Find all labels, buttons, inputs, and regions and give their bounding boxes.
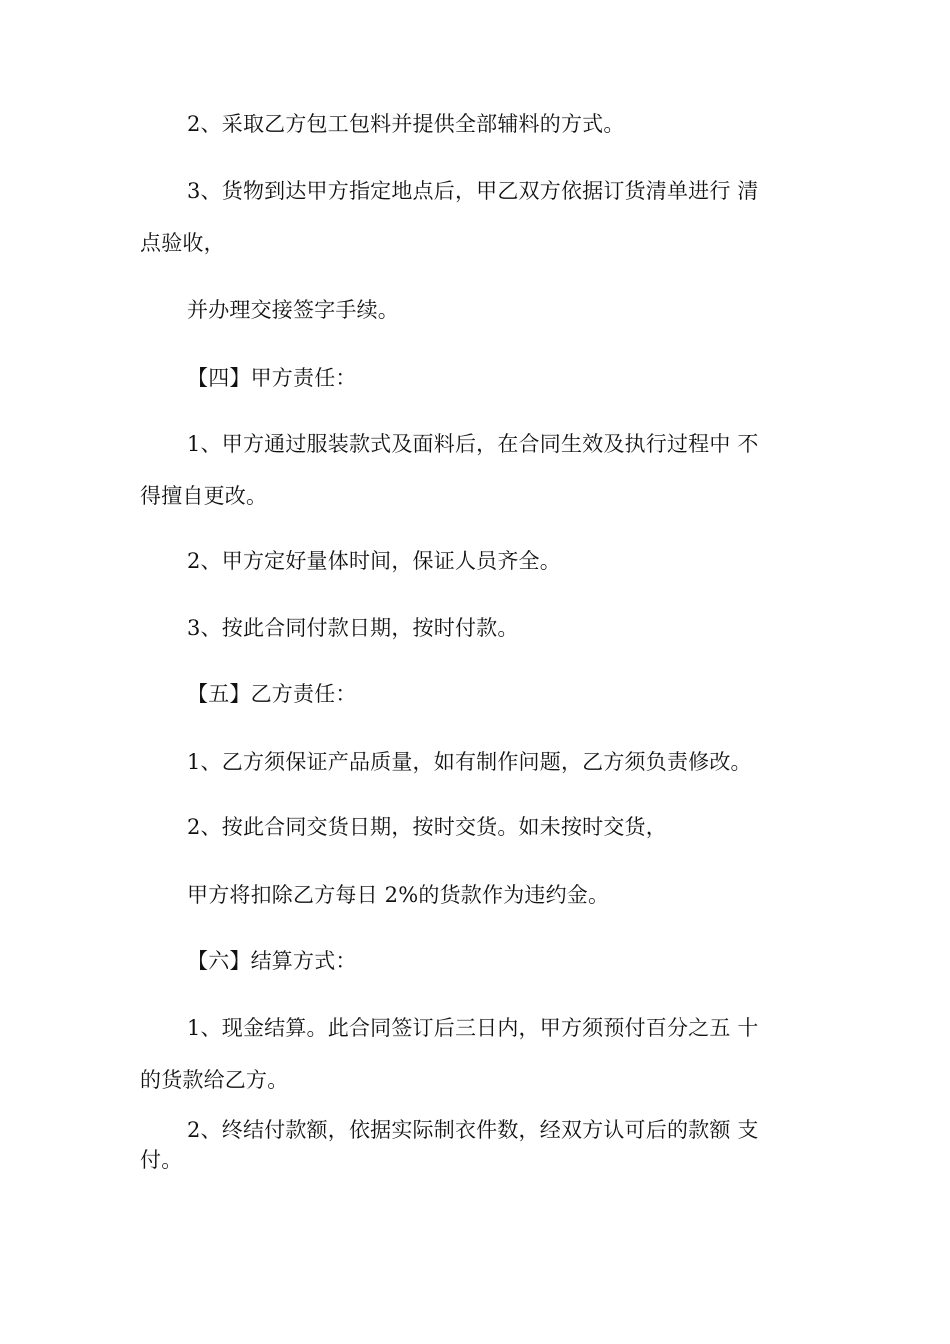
- paragraph-line: 1、甲方通过服装款式及面料后，在合同生效及执行过程中 不: [187, 432, 759, 456]
- paragraph-line: 的货款给乙方。: [140, 1068, 289, 1092]
- paragraph-line: 3、按此合同付款日期，按时付款。: [187, 616, 519, 640]
- paragraph-line: 付。: [140, 1148, 183, 1172]
- paragraph-line: 2、按此合同交货日期，按时交货。如未按时交货，: [187, 815, 667, 839]
- paragraph-line: 得擅自更改。: [140, 484, 268, 508]
- paragraph-line: 并办理交接签字手续。: [187, 298, 399, 322]
- paragraph-line: 点验收，: [140, 231, 225, 255]
- paragraph-line: 2、采取乙方包工包料并提供全部辅料的方式。: [187, 112, 625, 136]
- section-heading: 【五】乙方责任：: [187, 682, 357, 706]
- paragraph-line: 2、甲方定好量体时间，保证人员齐全。: [187, 549, 561, 573]
- paragraph-line: 2、终结付款额，依据实际制衣件数，经双方认可后的款额 支: [187, 1118, 759, 1142]
- paragraph-line: 1、乙方须保证产品质量，如有制作问题，乙方须负责修改。: [187, 750, 752, 774]
- section-heading: 【四】甲方责任：: [187, 366, 357, 390]
- paragraph-line: 3、货物到达甲方指定地点后，甲乙双方依据订货清单进行 清: [187, 179, 759, 203]
- paragraph-line: 1、现金结算。此合同签订后三日内，甲方须预付百分之五 十: [187, 1016, 759, 1040]
- paragraph-line: 甲方将扣除乙方每日 2%的货款作为违约金。: [187, 883, 610, 907]
- section-heading: 【六】结算方式：: [187, 949, 357, 973]
